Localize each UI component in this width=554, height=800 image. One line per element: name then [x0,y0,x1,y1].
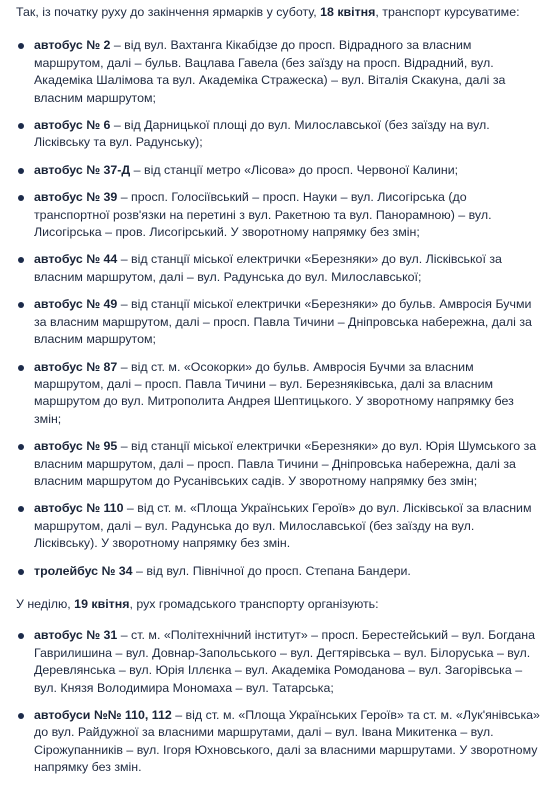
route-description: – просп. Голосіївський – просп. Науки – вул. Лисогірська (до транспортної розв'язки на перетині з вул. Ракетною та вул. Панорамною) – вул. Лисогірська – пров. Лисогірський. У зворотному напрямку без змін; [34,190,492,240]
saturday-intro-after: , транспорт курсуватиме: [375,5,520,19]
route-number: автобус № 87 [34,359,118,374]
list-item [16,37,540,107]
bullet-icon [18,168,24,174]
route-description: – від ст. м. «Осокорки» до бульв. Амвросія Бучми за власним маршрутом, далі – просп. Павла Тичини – вул. Березняківська, далі за власним маршрутом до вул. Митрополита Андрея Шептицького. У зворотному напрямку без змін; [34,359,514,426]
sunday-intro-before: У неділю, [16,596,75,611]
sunday-intro [16,596,540,613]
route-description: – від вул. Вахтанга Кікабідзе до просп. Відрадного за власним маршрутом, далі – бульв. Вацлава Гавела (без заїзду на просп. Відрадний, вул. Академіка Шалімова та вул. Академіка Стражеска) – вул. Віталія Скакуна, далі за власним маршрутом; [34,38,506,105]
list-item [16,296,540,348]
route-description: – ст. м. «Політехнічний інститут» – просп. Берестейський – вул. Богдана Гаврилишина – вул. Довнар-Запольського – вул. Дегтярівська – вул. Білоруська – вул. Деревлянська – вул. Юрія Іллєнка – вул. Академіка Ромоданова – вул. Загорівська – вул. Князя Володимира Мономаха – вул. Татарська; [34,628,535,695]
bullet-icon [18,569,24,575]
route-number: автобус № 31 [34,628,118,643]
list-item [16,707,540,777]
list-item [16,251,540,286]
bullet-icon [18,506,24,512]
route-number: автобус № 44 [34,252,118,267]
list-item [16,359,540,429]
bullet-icon [18,43,24,49]
sunday-route-list [16,627,540,776]
saturday-intro-before: Так, із початку руху до закінчення ярмарків у суботу, [16,5,321,19]
route-description: – від станції міської електрички «Березняки» до бульв. Амвросія Бучми за власним маршрутом, далі – просп. Павла Тичини – Дніпровська набережна, далі за власним маршрутом; [34,297,532,347]
route-number: автобус № 37-Д [34,162,131,177]
route-number: автобус № 110 [34,501,124,516]
sunday-intro-after: , рух громадського транспорту організують: [129,596,379,611]
list-item [16,563,540,580]
sunday-date: 19 квітня [74,596,130,611]
route-number: автобус № 39 [34,190,118,205]
route-description: – від Дарницької площі до вул. Милославської (без заїзду на вул. Лісківську та вул. Радунську); [34,118,490,150]
route-description: – від станції метро «Лісова» до просп. Червоної Калини; [130,162,459,177]
route-description: – від станції міської електрички «Березняки» до вул. Лісківської за власним маршрутом, далі – вул. Радунська до вул. Милославської; [34,252,502,284]
route-number: тролейбус № 34 [34,563,133,578]
route-description: – від вул. Північної до просп. Степана Бандери. [132,563,411,578]
list-item [16,162,540,179]
saturday-intro [16,4,540,21]
route-description: – від ст. м. «Площа Українських Героїв» до вул. Лісківської за власним маршрутом, далі – вул. Радунська до вул. Милославської (без заїзду на вул. Лісківську). У зворотному напрямку без змін. [34,501,532,551]
route-description: – від ст. м. «Площа Українських Героїв» та ст. м. «Лук'янівська» до вул. Райдужної за власними маршрутами, далі – вул. Івана Микитенка – вул. Сірожупанників – вул. Ігоря Юхновського, далі за власними маршрутами. У зворотному напрямку без змін. [34,708,540,775]
bullet-icon [18,365,24,371]
list-item [16,117,540,152]
bullet-icon [18,633,24,639]
route-number: автобус № 95 [34,439,118,454]
list-item [16,500,540,552]
bullet-icon [18,257,24,263]
list-item [16,438,540,490]
route-number: автобуси №№ 110, 112 [34,708,172,722]
bullet-icon [18,713,24,719]
saturday-date: 18 квітня [320,5,376,19]
list-item [16,189,540,241]
route-number: автобус № 49 [34,297,118,312]
route-number: автобус № 2 [34,38,111,53]
bullet-icon [18,444,24,450]
bullet-icon [18,302,24,308]
route-number: автобус № 6 [34,118,111,133]
saturday-route-list [16,37,540,580]
list-item [16,627,540,697]
bullet-icon [18,195,24,201]
bullet-icon [18,123,24,129]
route-description: – від станції міської електрички «Березняки» до вул. Юрія Шумського за власним маршрутом, далі – просп. Павла Тичини – Дніпровська набережна, далі за власним маршрутом до Русанівських садів. У зворотному напрямку без змін; [34,439,537,488]
